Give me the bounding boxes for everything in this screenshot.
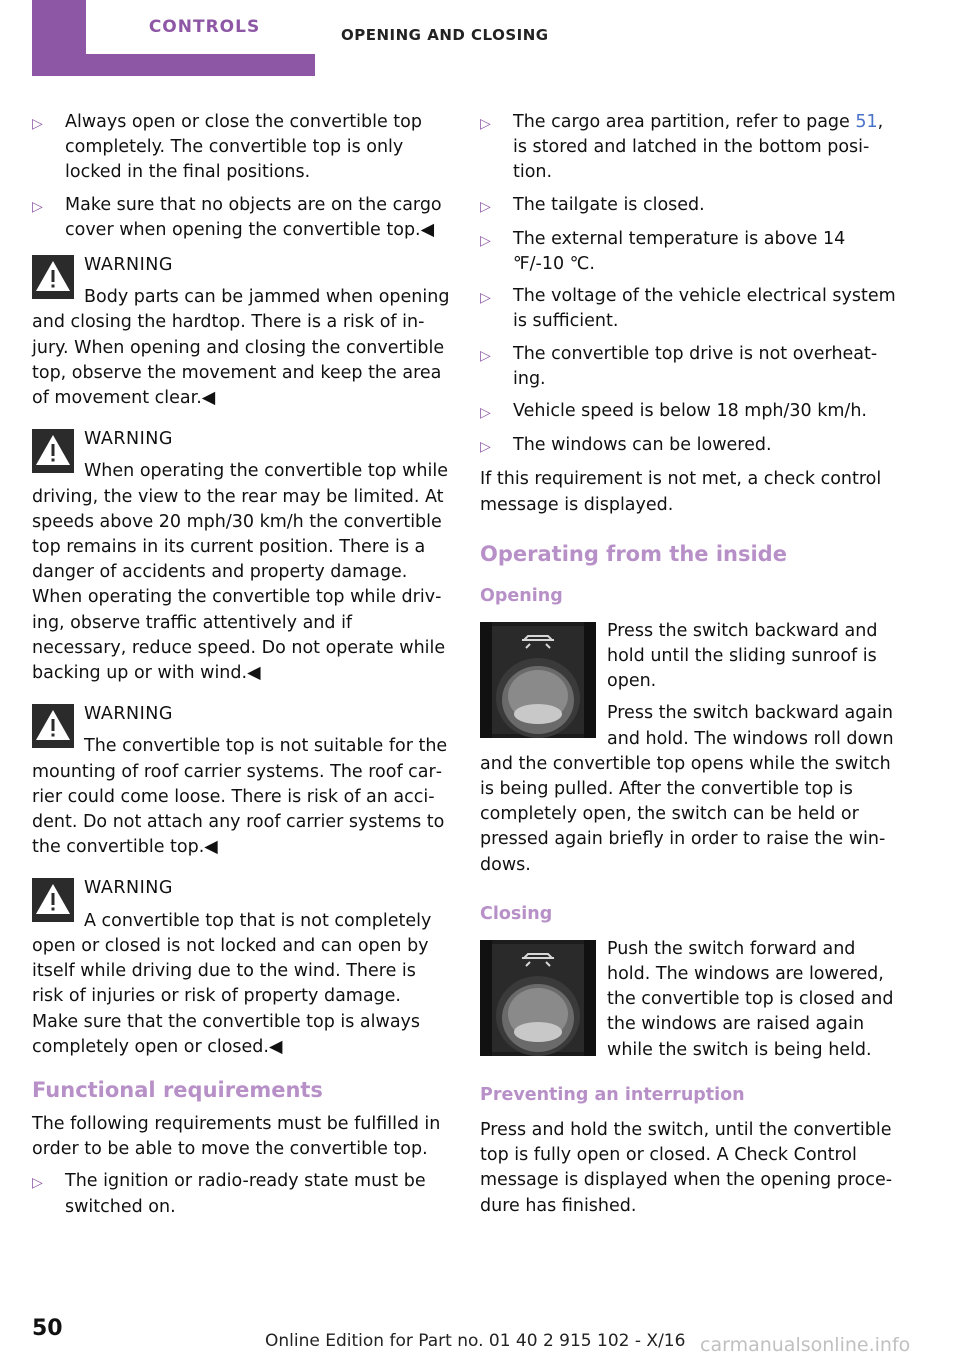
closing-section — [480, 937, 898, 1063]
warning-icon — [32, 255, 74, 299]
triangle-bullet-icon: ▷ — [480, 439, 491, 456]
bullet-item — [480, 227, 898, 277]
warning-text: A convertible top that is not completely open or closed is not locked and can open by itself while driving due to the wind. There is risk of injuries or risk of property damage. Make sure that the convertible top is always completely open or closed.◀ — [32, 910, 432, 1057]
bullet-text — [513, 110, 898, 186]
bullet-item — [480, 399, 898, 426]
section-title: OPENING AND CLOSING — [341, 26, 549, 44]
requirement-note: If this requirement is not met, a check control message is displayed. — [480, 469, 882, 515]
bullet-item — [32, 1169, 450, 1219]
functional-intro: The following requirements must be fulfilled in order to be able to move the convertible top. — [32, 1113, 441, 1160]
bullet-text: The convertible top drive is not overheating. — [513, 343, 878, 389]
bullet-item — [480, 433, 898, 460]
edition-footer: Online Edition for Part no. 01 40 2 915 102 - X/16 — [265, 1331, 686, 1351]
operating-inside-heading: Operating from the inside — [480, 541, 787, 566]
bullet-text: The windows can be lowered. — [513, 435, 772, 456]
cargo-text: The cargo area partition, refer to page — [513, 112, 856, 132]
closing-heading: Closing — [480, 903, 553, 924]
triangle-bullet-icon: ▷ — [32, 116, 43, 132]
triangle-bullet-icon: ▷ — [480, 347, 491, 364]
functional-requirements-heading: Functional requirements — [32, 1077, 323, 1102]
cargo-text-end: , is stored and latched in the bottom position. — [513, 112, 884, 183]
warning-block — [32, 253, 450, 411]
triangle-bullet-icon: ▷ — [480, 198, 491, 215]
warning-title: WARNING — [84, 878, 173, 899]
bullet-item — [480, 110, 898, 186]
opening-paragraph-2: Press the switch backward again and hold. The windows roll down and the convertible top opens while the switch is being pulled. After the convertible top is completely open, the switch can be held or pressed again briefly in order to raise the windows. — [480, 703, 894, 875]
bullet-item — [32, 193, 450, 243]
warning-block — [32, 876, 450, 1059]
warning-block — [32, 702, 450, 860]
warning-text: Body parts can be jammed when opening and closing the hardtop. There is a risk of injury. When opening and closing the convertible top, observe the movement and keep the area of movement clear.◀ — [32, 287, 450, 409]
warning-text: The convertible top is not suitable for the mounting of roof carrier systems. The roof carrier could come loose. There is risk of an accident. Do not attach any roof carrier systems to the convertible top.◀ — [32, 736, 448, 858]
right-column — [480, 110, 898, 1219]
bullet-text: The voltage of the vehicle electrical system is sufficient. — [513, 286, 896, 332]
watermark: carmanualsonline.info — [700, 1334, 911, 1356]
triangle-bullet-icon: ▷ — [32, 1175, 43, 1192]
warning-text: When operating the convertible top while driving, the view to the rear may be limited. At speeds above 20 mph/30 km/h the convertible top remains in its current position. There is a danger of accidents and property damage. When operating the convertible top while driving, observe traffic attentively and if necessary, reduce speed. Do not operate while backing up or with wind.◀ — [32, 461, 448, 684]
warning-icon — [32, 878, 74, 922]
warning-icon — [32, 704, 74, 748]
bullet-item — [480, 342, 898, 392]
convertible-switch-photo — [480, 940, 596, 1056]
bullet-text: Always open or close the convertible top completely. The convertible top is only locked in the final positions. — [65, 112, 422, 183]
left-column — [32, 110, 450, 1227]
convertible-switch-photo — [480, 622, 596, 738]
bullet-text: The tailgate is closed. — [513, 194, 705, 215]
warning-title: WARNING — [84, 255, 173, 276]
bullet-item — [32, 110, 450, 186]
opening-section — [480, 619, 898, 878]
bullet-item — [480, 284, 898, 334]
opening-heading: Opening — [480, 585, 563, 606]
triangle-bullet-icon: ▷ — [480, 405, 491, 422]
closing-paragraph: Push the switch forward and hold. The windows are lowered, the convertible top is closed and the windows are raised again while the switch is being held. — [607, 938, 894, 1060]
warning-title: WARNING — [84, 429, 173, 450]
header-tab — [32, 0, 315, 76]
opening-paragraph-1: Press the switch backward and hold until the sliding sunroof is open. — [607, 620, 878, 692]
triangle-bullet-icon: ▷ — [480, 232, 491, 249]
triangle-bullet-icon: ▷ — [32, 198, 43, 215]
interruption-heading: Preventing an interruption — [480, 1084, 745, 1105]
bullet-text: The ignition or radio-ready state must be switched on. — [65, 1171, 426, 1217]
warning-block — [32, 427, 450, 686]
triangle-bullet-icon: ▷ — [480, 290, 491, 307]
warning-title: WARNING — [84, 704, 173, 725]
bullet-text: Make sure that no objects are on the cargo cover when opening the convertible top.◀ — [65, 194, 442, 240]
bullet-text: Vehicle speed is below 18 mph/30 km/h. — [513, 401, 867, 422]
page-number: 50 — [32, 1316, 63, 1341]
warning-icon — [32, 429, 74, 473]
interruption-paragraph: Press and hold the switch, until the convertible top is fully open or closed. A Check Control message is displayed when the opening procedure has finished. — [480, 1119, 893, 1216]
page-reference-link[interactable]: 51 — [855, 112, 878, 132]
bullet-item — [480, 193, 898, 220]
header-tab-label: CONTROLS — [86, 0, 323, 54]
triangle-bullet-icon: ▷ — [480, 116, 491, 132]
bullet-text: The external temperature is above 14 ℉/-10 ℃. — [513, 228, 846, 275]
